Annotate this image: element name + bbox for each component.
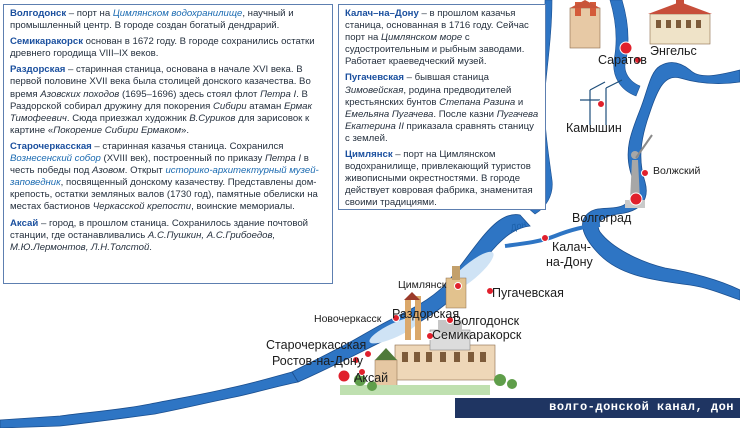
marker-kamyshin (598, 101, 605, 108)
don-lower (0, 372, 298, 428)
label-aksay: Аксай (354, 371, 389, 385)
label-kalach-1: Калач- (552, 240, 591, 254)
label-semikarakorsk: Семикаракорск (432, 328, 522, 342)
info-panel-left (3, 4, 333, 284)
entry-volgodonsk: Волгодонск – порт на Цимлянском водохранилище, научный и промышленный центр. В городе создан богатый дендрарий. (10, 8, 294, 32)
banner-text: волго-донской канал, дон (549, 400, 734, 414)
entry-starocherkasskaya: Старочеркасская – старинная казачья станица. Сохранился Вознесенский собор (XVIII век), построенный по приказу Петра I в честь победы под Азовом. Открыт историко-архитектурный музей-заповедник, посвященный донскому казачеству. Представлены дом-крепость, остатки земляных валов (1730 год), памятные обелиски на местах бастионов Черкасской крепости, воинские мемориалы. (10, 140, 319, 213)
entry-razdorskaya: Раздорская – старинная станица, основана в начале XVI века. В первой половине XVII века была столицей донского казачества. Во время Азовских походов (1695–1696) здесь стоял флот Петра I. В Раздорской собирал дружину для покорения Сибири атаман Ермак Тимофеевич. Сюда приезжал художник В.Суриков для зарисовок к картине «Покорение Сибири Ермаком». (10, 64, 313, 136)
marker-volzhsky (642, 170, 649, 177)
marker-volgograd (630, 193, 642, 205)
entry-kalach: Калач–на–Дону – в прошлом казачья станица, основанная в 1716 году. Сейчас порт на Цимлянском море с судостроительным и рыбным заводами. Работает краеведческий музей. (345, 8, 529, 68)
marker-kalach (542, 235, 549, 242)
label-kamyshin: Камышин (566, 121, 622, 135)
label-volgodonsk: Волгодонск (453, 314, 520, 328)
label-novocherkassk: Новочеркасск (314, 313, 382, 325)
entry-tsimlyansk: Цимлянск – порт на Цимлянском водохранилище, привлекающий туристов живописными окрестностями. В городе действует ковровая фабрика, знаменитая своими традициями. (345, 149, 533, 209)
entry-pugachevskaya: Пугачевская – бывшая станица Зимовейская, родина предводителей крестьянских бунтов Степана Разина и Емельяна Пугачева. После казни Пугачева Екатерина II приказала сравнять станицу с землей. (345, 72, 539, 144)
label-pugachevskaya: Пугачевская (492, 286, 564, 300)
saratov-buildings-illustration (570, 0, 712, 48)
label-engels: Энгельс (650, 44, 697, 58)
info-panel-right (338, 4, 546, 210)
label-kalach-2: на-Дону (546, 255, 593, 269)
label-rostov: Ростов-на-Дону (272, 354, 364, 368)
label-razdorskaya: Раздорская (392, 307, 460, 321)
label-volzhsky: Волжский (653, 165, 701, 177)
entry-aksay: Аксай – город, в прошлом станица. Сохранилось здание почтовой станции, где останавливались А.С.Пушкин, А.С.Грибоедов, М.Ю.Лермонтов, Л.Н.Толстой. (10, 217, 309, 253)
entry-semikarakorsk: Семикаракорск основан в 1672 году. В городе сохранились остатки древнего городища VIII–IX веков. (10, 36, 315, 60)
marker-rostov (338, 370, 350, 382)
label-starocherkasskaya: Старочеркасская (266, 338, 367, 352)
canal-banner (455, 398, 740, 418)
label-saratov: Саратов (598, 53, 647, 67)
don-river-label: Дон (508, 218, 528, 234)
label-volgograd: Волгоград (572, 211, 632, 225)
marker-tsimlyansk (455, 283, 462, 290)
label-tsimlyansk: Цимлянск (398, 279, 447, 291)
